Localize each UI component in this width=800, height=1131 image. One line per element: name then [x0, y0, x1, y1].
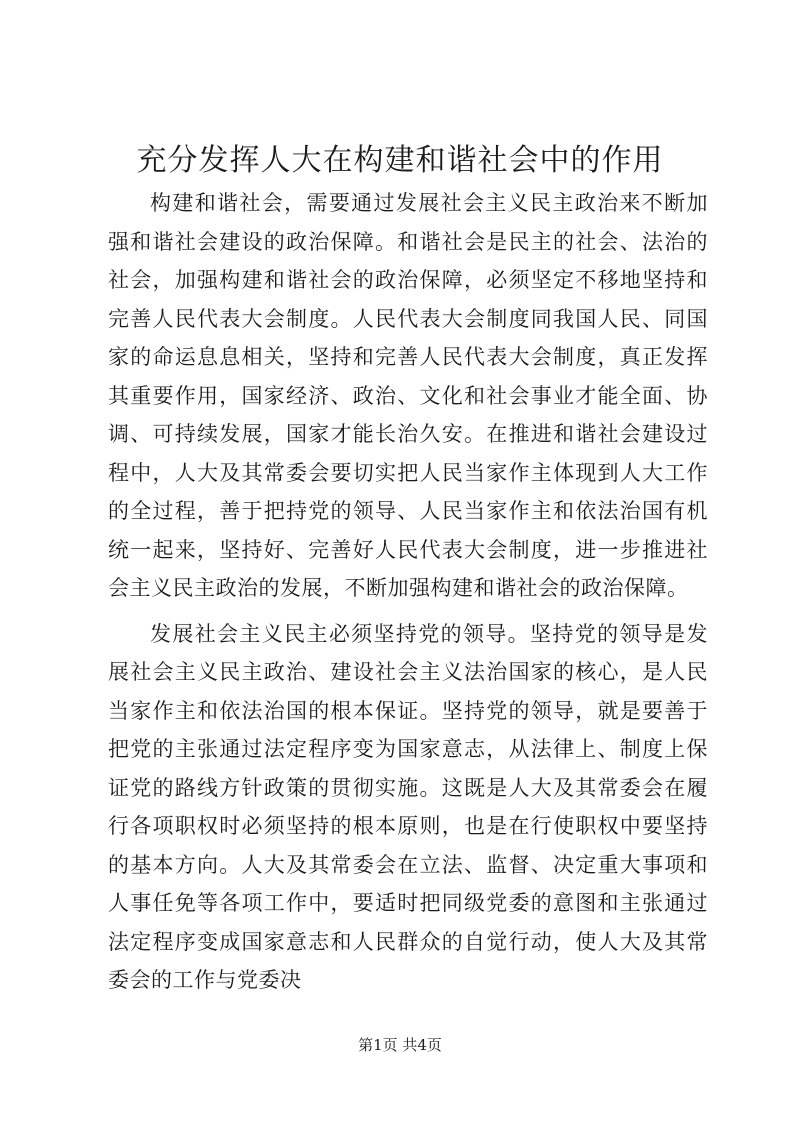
paragraph-1: 构建和谐社会，需要通过发展社会主义民主政治来不断加强和谐社会建设的政治保障。和谐社会是民主的社会、法治的社会，加强构建和谐社会的政治保障，必须坚定不移地坚持和完善人民代表大会制度。人民代表大会制度同我国人民、同国家的命运息息相关，坚持和完善人民代表大会制度，真正发挥其重要作用，国家经济、政治、文化和社会事业才能全面、协调、可持续发展，国家才能长治久安。在推进和谐社会建设过程中，人大及其常委会要切实把人民当家作主体现到人大工作的全过程，善于把持党的领导、人民当家作主和依法治国有机统一起来，坚持好、完善好人民代表大会制度，进一步推进社会主义民主政治的发展，不断加强构建和谐社会的政治保障。 [108, 191, 708, 600]
document-body [108, 184, 708, 1000]
page-footer: 第1页 共4页 [358, 1036, 442, 1054]
paragraph-2: 发展社会主义民主必须坚持党的领导。坚持党的领导是发展社会主义民主政治、建设社会主义法治国家的核心，是人民当家作主和依法治国的根本保证。坚持党的领导，就是要善于把党的主张通过法定程序变为国家意志，从法律上、制度上保证党的路线方针政策的贯彻实施。这既是人大及其常委会在履行各项职权时必须坚持的根本原则，也是在行使职权中要坚持的基本方向。人大及其常委会在立法、监督、决定重大事项和人事任免等各项工作中，要适时把同级党委的意图和主张通过法定程序变成国家意志和人民群众的自觉行动，使人大及其常委会的工作与党委决 [108, 621, 708, 992]
page-title: 充分发挥人大在构建和谐社会中的作用 [136, 143, 664, 178]
